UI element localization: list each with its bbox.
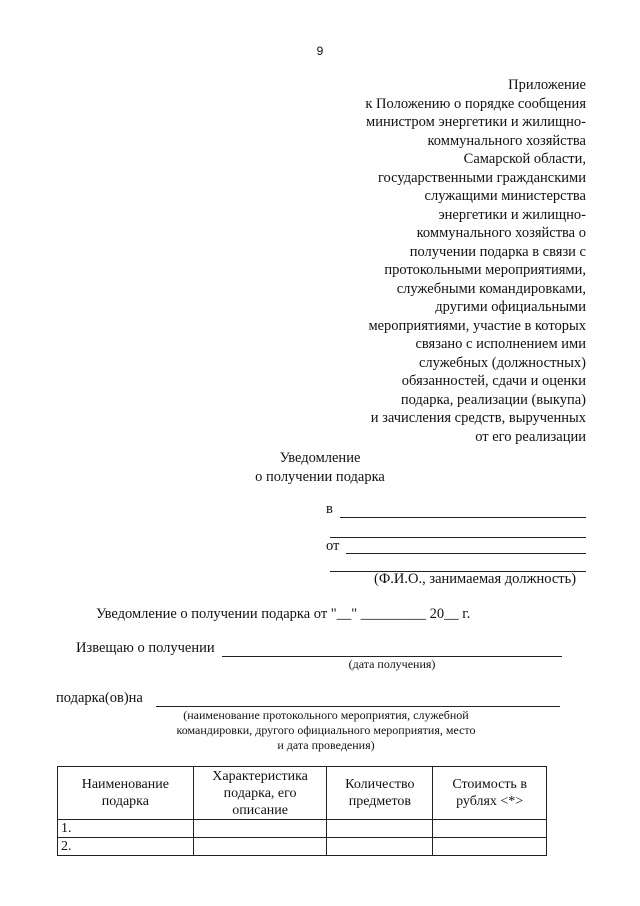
table-cell[interactable] [327, 820, 433, 838]
appendix-line: мероприятиями, участие в которых [368, 317, 586, 334]
page-number: 9 [316, 44, 324, 58]
table-row [58, 820, 547, 838]
from-label: от [326, 538, 340, 554]
appendix-line: другими официальными [435, 299, 586, 315]
appendix-heading [286, 76, 586, 446]
appendix-line: энергетики и жилищно- [438, 206, 586, 223]
from-field-line[interactable] [346, 553, 586, 554]
event-caption [156, 708, 496, 753]
appendix-line: служебными командировками, [396, 280, 586, 297]
appendix-line: коммунального хозяйства о [416, 225, 586, 241]
appendix-line: государственными гражданскими [377, 169, 586, 186]
appendix-line: получении подарка в связи с [409, 243, 586, 260]
event-field[interactable] [156, 706, 560, 707]
table-row [58, 838, 547, 856]
table-cell[interactable] [193, 820, 327, 838]
to-label: в [326, 501, 333, 517]
appendix-line: Самарской области, [463, 151, 586, 167]
appendix-line: подарка, реализации (выкупа) [400, 391, 586, 408]
to-field-line[interactable] [340, 517, 586, 518]
appendix-line: от его реализации [475, 428, 586, 445]
event-caption-line: и дата проведения) [277, 738, 375, 752]
column-header-name: Наименование подарка [58, 767, 194, 820]
notice-subtitle: о получении подарка [255, 469, 385, 485]
appendix-line: Приложение [508, 77, 586, 93]
column-header-quantity: Количество предметов [327, 767, 433, 820]
table-header-row [58, 767, 547, 820]
table-cell[interactable] [433, 820, 547, 838]
event-caption-line: командировки, другого официального мероприятия, место [176, 723, 476, 737]
table-cell[interactable] [193, 838, 327, 856]
notice-title: Уведомление [279, 450, 361, 466]
appendix-line: министром энергетики и жилищно- [366, 114, 586, 130]
report-label: Извещаю о получении [76, 640, 215, 656]
appendix-line: связано с исполнением ими [415, 336, 586, 352]
appendix-line: коммунального хозяйства [427, 132, 586, 149]
gift-label: подарка(ов)на [56, 690, 143, 706]
table-cell[interactable]: 1. [58, 820, 194, 838]
notice-date-line: Уведомление о получении подарка от "__" _________ 20__ г. [96, 606, 471, 622]
receipt-date-caption: (дата получения) [348, 657, 436, 671]
fio-caption: (Ф.И.О., занимаемая должность) [374, 571, 577, 587]
table-cell[interactable]: 2. [58, 838, 194, 856]
column-header-cost: Стоимость в рублях <*> [433, 767, 547, 820]
appendix-line: служащими министерства [424, 188, 586, 204]
event-caption-line: (наименование протокольного мероприятия, служебной [183, 708, 469, 722]
gifts-table [57, 766, 547, 856]
table-cell[interactable] [433, 838, 547, 856]
table-cell[interactable] [327, 838, 433, 856]
appendix-line: служебных (должностных) [419, 354, 586, 371]
appendix-line: к Положению о порядке сообщения [365, 95, 586, 112]
to-field-line-2[interactable] [330, 537, 586, 538]
appendix-line: обязанностей, сдачи и оценки [401, 373, 586, 389]
column-header-description: Характеристика подарка, его описание [193, 767, 327, 820]
appendix-line: и зачисления средств, вырученных [370, 410, 586, 426]
appendix-line: протокольными мероприятиями, [384, 262, 586, 278]
